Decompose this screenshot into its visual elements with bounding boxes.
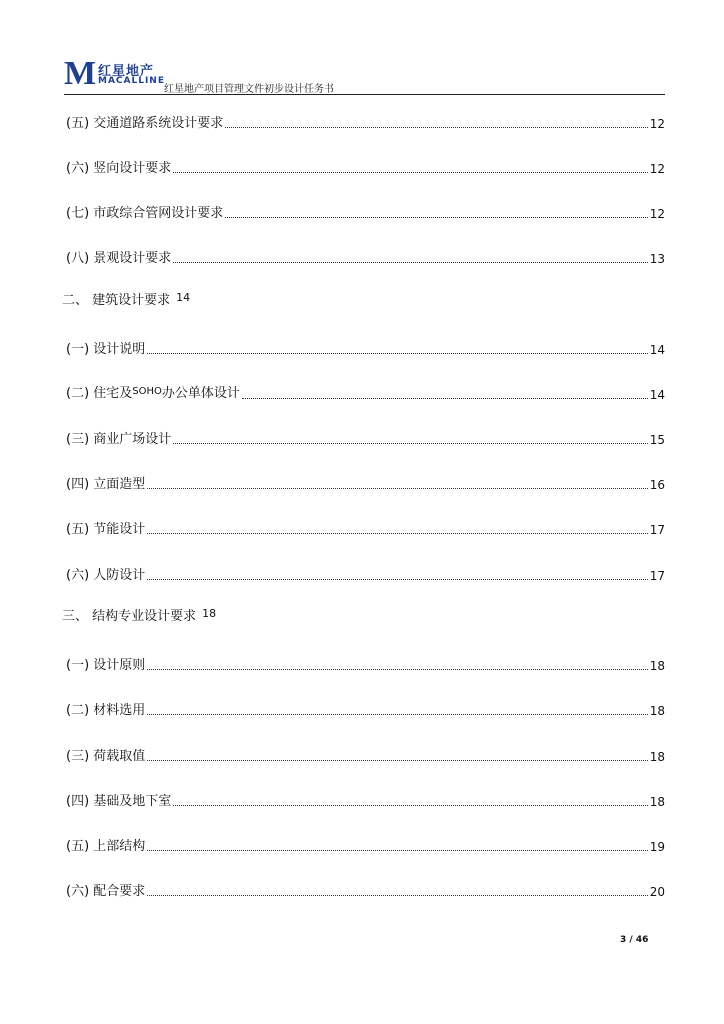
toc-page-number: 12 [649, 207, 665, 221]
toc-entry[interactable] [66, 564, 665, 584]
toc-entry-title: (二) 材料选用 [66, 703, 146, 718]
toc-dot-leader [147, 759, 647, 761]
toc-page-number: 12 [649, 117, 665, 131]
toc-heading-title: 三、 结构专业设计要求 [62, 609, 197, 624]
toc-page-number: 14 [649, 388, 665, 402]
toc-page-number: 16 [649, 478, 665, 492]
toc-dot-leader [225, 216, 647, 218]
toc-section-heading[interactable] [62, 293, 190, 313]
toc-dot-leader [147, 894, 647, 896]
toc-entry[interactable] [66, 112, 665, 132]
toc-dot-leader [147, 668, 647, 670]
toc-entry[interactable] [66, 654, 665, 674]
toc-dot-leader [173, 171, 647, 173]
toc-entry[interactable] [66, 338, 665, 358]
toc-entry-title [66, 386, 240, 403]
toc-entry[interactable] [66, 247, 665, 267]
toc-entry-title: (三) 荷载取值 [66, 749, 146, 764]
toc-entry-title: (五) 节能设计 [66, 522, 146, 537]
toc-entry-title: (一) 设计原则 [66, 658, 146, 673]
toc-entry[interactable] [66, 880, 665, 900]
toc-entry-title: (四) 立面造型 [66, 477, 146, 492]
toc-entry-title: (六) 人防设计 [66, 568, 146, 583]
toc-dot-leader [147, 713, 647, 715]
toc-page-number: 14 [649, 343, 665, 357]
toc-section-heading[interactable] [62, 609, 216, 629]
toc-dot-leader [147, 849, 647, 851]
toc-entry-title: (四) 基础及地下室 [66, 794, 172, 809]
toc-entry[interactable] [66, 473, 665, 493]
toc-entry-title: (一) 设计说明 [66, 342, 146, 357]
toc-entry-title: (八) 景观设计要求 [66, 251, 172, 266]
toc-entry[interactable] [66, 790, 665, 810]
toc-entry[interactable] [66, 835, 665, 855]
toc-dot-leader [242, 397, 648, 399]
toc-page-number: 15 [649, 433, 665, 447]
toc-entry[interactable] [66, 428, 665, 448]
logo-english: MACALLINE [98, 76, 165, 86]
toc-entry-title: (七) 市政综合管网设计要求 [66, 206, 224, 221]
toc-page-number: 18 [202, 607, 217, 620]
toc-page-number: 18 [649, 795, 665, 809]
toc-entry[interactable] [66, 518, 665, 538]
toc-heading-title: 二、 建筑设计要求 [62, 293, 171, 308]
toc-page-number: 18 [649, 750, 665, 764]
toc-entry-title-latin: SOHO [132, 386, 162, 397]
toc-dot-leader [225, 126, 647, 128]
toc-dot-leader [147, 578, 647, 580]
toc-entry[interactable] [66, 202, 665, 222]
toc-entry[interactable] [66, 383, 665, 403]
toc-dot-leader [147, 352, 647, 354]
toc-entry-title-part: (二) 住宅及 [66, 386, 133, 401]
toc-dot-leader [173, 804, 647, 806]
toc-dot-leader [173, 261, 647, 263]
toc-page-number: 20 [649, 885, 665, 899]
toc-page-number: 13 [649, 252, 665, 266]
toc-dot-leader [147, 532, 647, 534]
logo-letter: M [64, 55, 97, 92]
toc-entry[interactable] [66, 157, 665, 177]
page-number: 3 / 46 [620, 935, 649, 945]
toc-entry-title-part: 办公单体设计 [161, 386, 240, 401]
toc-entry[interactable] [66, 745, 665, 765]
toc-page-number: 12 [649, 162, 665, 176]
toc-dot-leader [173, 442, 647, 444]
toc-entry-title: (六) 配合要求 [66, 884, 146, 899]
toc-dot-leader [147, 487, 647, 489]
toc-entry-title: (五) 上部结构 [66, 839, 146, 854]
toc-page-number: 18 [649, 704, 665, 718]
toc-page-number: 14 [176, 291, 191, 304]
logo-chinese: 红星地产 [98, 64, 155, 79]
toc-page-number: 19 [649, 840, 665, 854]
toc-page-number: 17 [649, 523, 665, 537]
document-title: 红星地产项目管理文件初步设计任务书 [164, 84, 334, 95]
toc-entry-title: (五) 交通道路系统设计要求 [66, 116, 224, 131]
toc-entry[interactable] [66, 699, 665, 719]
toc-page-number: 18 [649, 659, 665, 673]
toc-entry-title: (六) 竖向设计要求 [66, 161, 172, 176]
toc-page-number: 17 [649, 569, 665, 583]
toc-entry-title: (三) 商业广场设计 [66, 432, 172, 447]
